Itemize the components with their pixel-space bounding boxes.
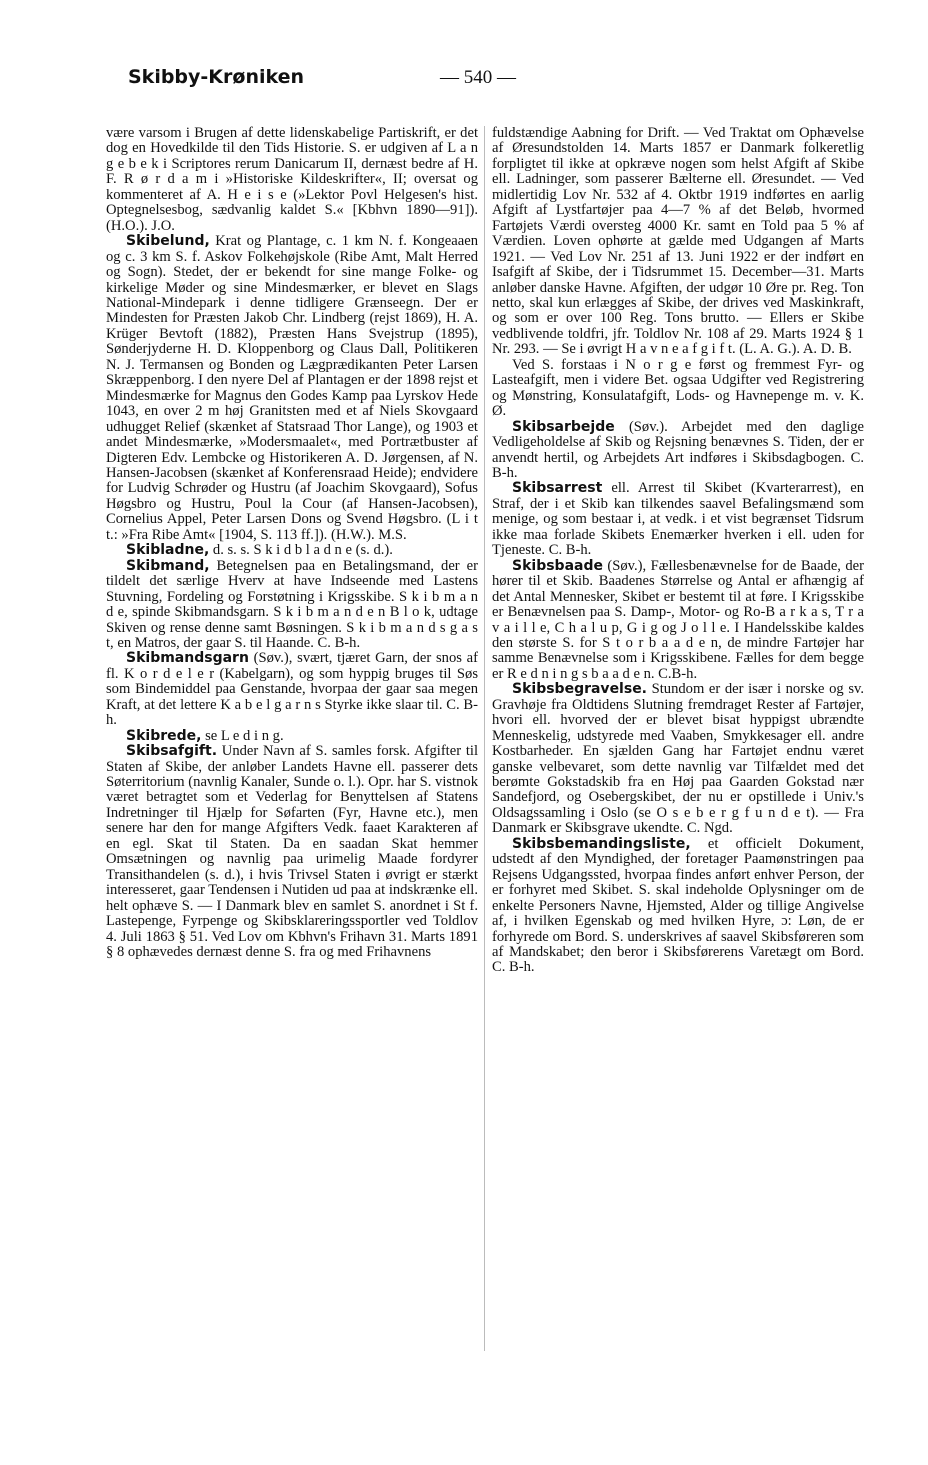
- entry-paragraph: [106, 651, 478, 728]
- entry-paragraph: [492, 358, 864, 420]
- entry-text: Under Navn af S. samles forsk. Afgifter til Staten af Skibe, der anløber Landets Havne ell. passerer dets Søterritorium (navnlig Kanaler, Sunde o. l.). Opr. har S. vistnok været betragtet som et Vederlag for Benyttelsen af Statens Indretninger til Hjælp for Søfarten (Fyr, Havne etc.), men senere har den for mange Afgifters Vedk. faaet Karakteren af en egl. Skat til Staten. Da en saadan Skat hemmer Omsætningen og navnlig paa urimelig Maade fordyrer Transithandelen (s. d.), i hvis Trivsel Staten i øvrigt er stærkt interesseret, gaar Tendensen i Nutiden ud paa at indskrænke ell. helt ophæve S. — I Danmark blev en samlet S. anordnet i St f. Lastepenge, Fyrpenge og Skibsklareringssportler ved Toldlov 4. Juli 1863 § 51. Ved Lov om Kbhvn's Frihavn 31. Marts 1891 § 8 ophævedes dernæst denne S. fra og med Frihavnens: [106, 743, 478, 961]
- entry-text: (Søv.), svært, tjæret Garn, der snos af fl. K o r d e l e r (Kabelgarn), og som hyppig bruges til Søs som Bindemiddel paa Genstande, hvorpaa der gaar saa megen Kraft, at det lettere K a b e l g a r n s Styrke ikke slaar til. C. B-h.: [106, 650, 478, 729]
- entry-text: ell. Arrest til Skibet (Kvarterarrest), en Straf, der i et Skib kan tilkendes saavel Befalingsmænd som menige, og som bestaar i, at vedk. i et vist begrænset Tidsrum ikke maa forlade Skibets Enemærker hverken i ell. uden for Tjeneste. C. B-h.: [492, 480, 864, 559]
- entry-text: se L e d i n g.: [201, 727, 284, 744]
- entry-headword: Skibmandsgarn: [126, 650, 249, 667]
- column-divider: [484, 126, 485, 1351]
- running-head: [0, 66, 928, 96]
- entry-text: Ved S. forstaas i N o r g e først og fremmest Fyr- og Lasteafgift, men i videre Bet. ogsaa Udgifter ved Registrering og Mønstring, Konsulatafgift, Lods- og Havnepenge m. v. K. Ø.: [492, 356, 864, 420]
- entry-text: Betegnelsen paa en Betalingsmand, der er tildelt det særlige Hverv at have Indseende med Lastens Stuvning, Fordeling og Forstøtning i Krigsskibe. S k i b m a n d e, spinde Skibmandsgarn. S k i b m a n d e n B l o k, udtage Skiven og rense denne samt Bøsningen. S k i b m a n d s g a s t, en Matros, der gaar S. til Haande. C. B-h.: [106, 557, 478, 651]
- entry-paragraph: [106, 126, 478, 234]
- entry-headword: Skibsbemandingsliste,: [512, 835, 691, 852]
- entry-paragraph: [106, 234, 478, 543]
- entry-paragraph: [492, 481, 864, 558]
- entry-headword: Skibsarrest: [512, 480, 603, 497]
- entry-headword: Skibsafgift.: [126, 743, 218, 760]
- entry-text: (Søv.), Fællesbenævnelse for de Baade, der hører til et Skib. Baadenes Størrelse og Antal er afhængig af det Antal Mennesker, Skibet er bestemt til at føre. I Krigsskibe er Benævnelsen paa S. Damp-, Motor- og Ro-B a r k a s, T r a v a i l l e, C h a l u p, G i g og J o l l e. I Handelsskibe kaldes den største S. for S t o r b a a d e n, de mindre Fartøjer har samme Benævnelse som i Krigsskibene. Fælles for dem begge er R e d n i n g s b a a d e n. C.B-h.: [492, 557, 864, 682]
- entry-headword: Skibrede,: [126, 727, 202, 744]
- entry-headword: Skibladne,: [126, 542, 210, 559]
- entry-headword: Skibmand,: [126, 557, 210, 574]
- entry-text: et officielt Dokument, udstedt af den Myndighed, der foretager Paamønstringen paa Rejsens Udgangssted, hvorpaa findes anført enhver Person, der er forhyret med Skibet. S. skal indeholde Oplysninger om de enkelte Personers Navne, Hjemsted, Alder og tillige Angivelse af, i hvilken Egenskab og med hvilken Hyre, ɔ: Løn, de er forhyrede om Bord. S. underskrives af saavel Skibsføreren som af Mandskabet; den beror i Skibsførerens Varetægt om Bord. C. B-h.: [492, 835, 864, 976]
- entry-text: Stundom er der især i norske og sv. Gravhøje fra Oldtidens Slutning fremdraget Rester af Fartøjer, hvori ell. hvorved der er blevet bisat hyppigst ubrændte Menneskelig, udstyrede med Vaaben, Smykkesager ell. andre Kostbarheder. En sjælden Gang har Fartøjet endnu været ganske velbevaret, som dette navnlig var Tilfældet med det berømte Gokstadskib fra en Høj paa Gaarden Gokstad nær Sandefjord, og Osebergskibet, der nu er opstillede i Univ.'s Oldsagssamling i Oslo (se O s e b e r g f u n d e t). — Fra Danmark er Skibsgrave ukendte. C. Ngd.: [492, 681, 864, 837]
- entry-text: d. s. s. S k i d b l a d n e (s. d.).: [209, 542, 393, 559]
- entry-text: Krat og Plantage, c. 1 km N. f. Kongeaaen og c. 3 km S. f. Askov Folkehøjskole (Ribe Amt, Malt Herred og Sogn). Stedet, der er bekendt for sine mange Folke- og kirkelige Møder og sine Mindesmærker, er blevet en Slags National-Mindepark i denne tidligere Grænseegn. Der er Mindesten for Præsten Jakob Chr. Lindberg (rejst 1869), H. A. Krüger Bevtoft (1882), Præsten Hans Svejstrup (1895), Sønderjyderne H. D. Kloppenborg og Claus Dall, Politikeren N. J. Termansen og Bonden og Lægprædikanten Peter Larsen Skræppenborg. I den nyere Del af Plantagen er der 1898 rejst et Mindesmærke for Magnus den Godes Kamp paa Lyrskov Hede 1043, en over 2 m høj Granitsten med et af Niels Skovgaard udhugget Relief (skænket af Statsraad Thor Lange), og 1903 et andet Mindesmærke, »Modersmaalet«, med Portrætbuster af Digteren Edv. Lembcke og Historikeren A. D. Jørgensen, af N. Hansen-Jacobsen (skænket af Konferensraad Heide); endvidere for Ludvig Schrøder og Hustru (af Joachim Skovgaard), Sofus Høgsbro og Hustru, Poul la Cour (af Hansen-Jacobsen), Cornelius Appel, Peter Larsen Dons og Svend Høgsbro. (L i t t.: »Fra Ribe Amt« [1904, S. 113 ff.]). (H.W.). M.S.: [106, 233, 478, 543]
- page-number: — 540 —: [440, 67, 516, 88]
- entry-paragraph: [106, 543, 478, 558]
- entry-headword: Skibsbegravelse.: [512, 681, 648, 698]
- entry-paragraph: [106, 744, 478, 960]
- entry-paragraph: [106, 729, 478, 744]
- left-column: [106, 126, 478, 960]
- entry-paragraph: [106, 559, 478, 652]
- entry-paragraph: [492, 837, 864, 976]
- entry-paragraph: [492, 559, 864, 683]
- entry-paragraph: [492, 126, 864, 358]
- entry-text: fuldstændige Aabning for Drift. — Ved Traktat om Ophævelse af Øresundstolden 14. Marts 1857 er Danmark folkeretlig forpligtet til ikke at opkræve nogen som helst Afgift af Skibe ell. Ladninger, som passerer Bælterne ell. Øresundet. — Ved midlertidig Lov Nr. 532 af 4. Oktbr 1919 indførtes en aarlig Afgift af Lystfartøjer paa 4—7 % af det Beløb, hvormed Fartøjets Værdi oversteg 4000 Kr. samt en Told paa 5 % af Værdien. Loven ophørte at gælde med Udgangen af Marts 1921. — Ved Lov Nr. 251 af 13. Juni 1922 er der indført en Isafgift af Skibe, der i Tidsrummet 15. December—31. Marts anløber danske Havne. Afgiften, der udgør 10 Øre pr. Reg. Ton netto, skal kun erlægges af Skibe, der drives ved Maskinkraft, og som er over 100 Reg. Tons brutto. — Ellers er Skibe vedblivende toldfri, jfr. Toldlov Nr. 108 af 29. Marts 1924 § 1 Nr. 293. — Se i øvrigt H a v n e a f g i f t. (L. A. G.). A. D. B.: [492, 125, 864, 358]
- entry-paragraph: [492, 420, 864, 482]
- right-column: [492, 126, 864, 976]
- entry-headword: Skibsarbejde: [512, 418, 615, 435]
- entry-headword: Skibelund,: [126, 233, 210, 250]
- page-header-title: Skibby-Krøniken: [128, 66, 305, 88]
- entry-text: være varsom i Brugen af dette lidenskabelige Partiskrift, er det dog en Hovedkilde til den Tids Historie. S. er udgiven af L a n g e b e k i Scriptores rerum Danicarum II, dernæst bedre af H. F. R ø r d a m i »Historiske Kildeskrifter«, II; oversat og kommenteret af A. H e i s e (»Lektor Povl Helgesen's hist. Optegnelsesbog, sædvanlig kaldet S.« [Kbhvn 1890—91]). (H.O.). J.O.: [106, 125, 478, 234]
- entry-headword: Skibsbaade: [512, 557, 603, 574]
- entry-paragraph: [492, 682, 864, 837]
- entry-text: (Søv.). Arbejdet med den daglige Vedligeholdelse af Skib og Rejsning benævnes S. Tiden, der er anvendt hertil, og Arbejdets Art indføres i Skibsdagbogen. C. B-h.: [492, 418, 864, 481]
